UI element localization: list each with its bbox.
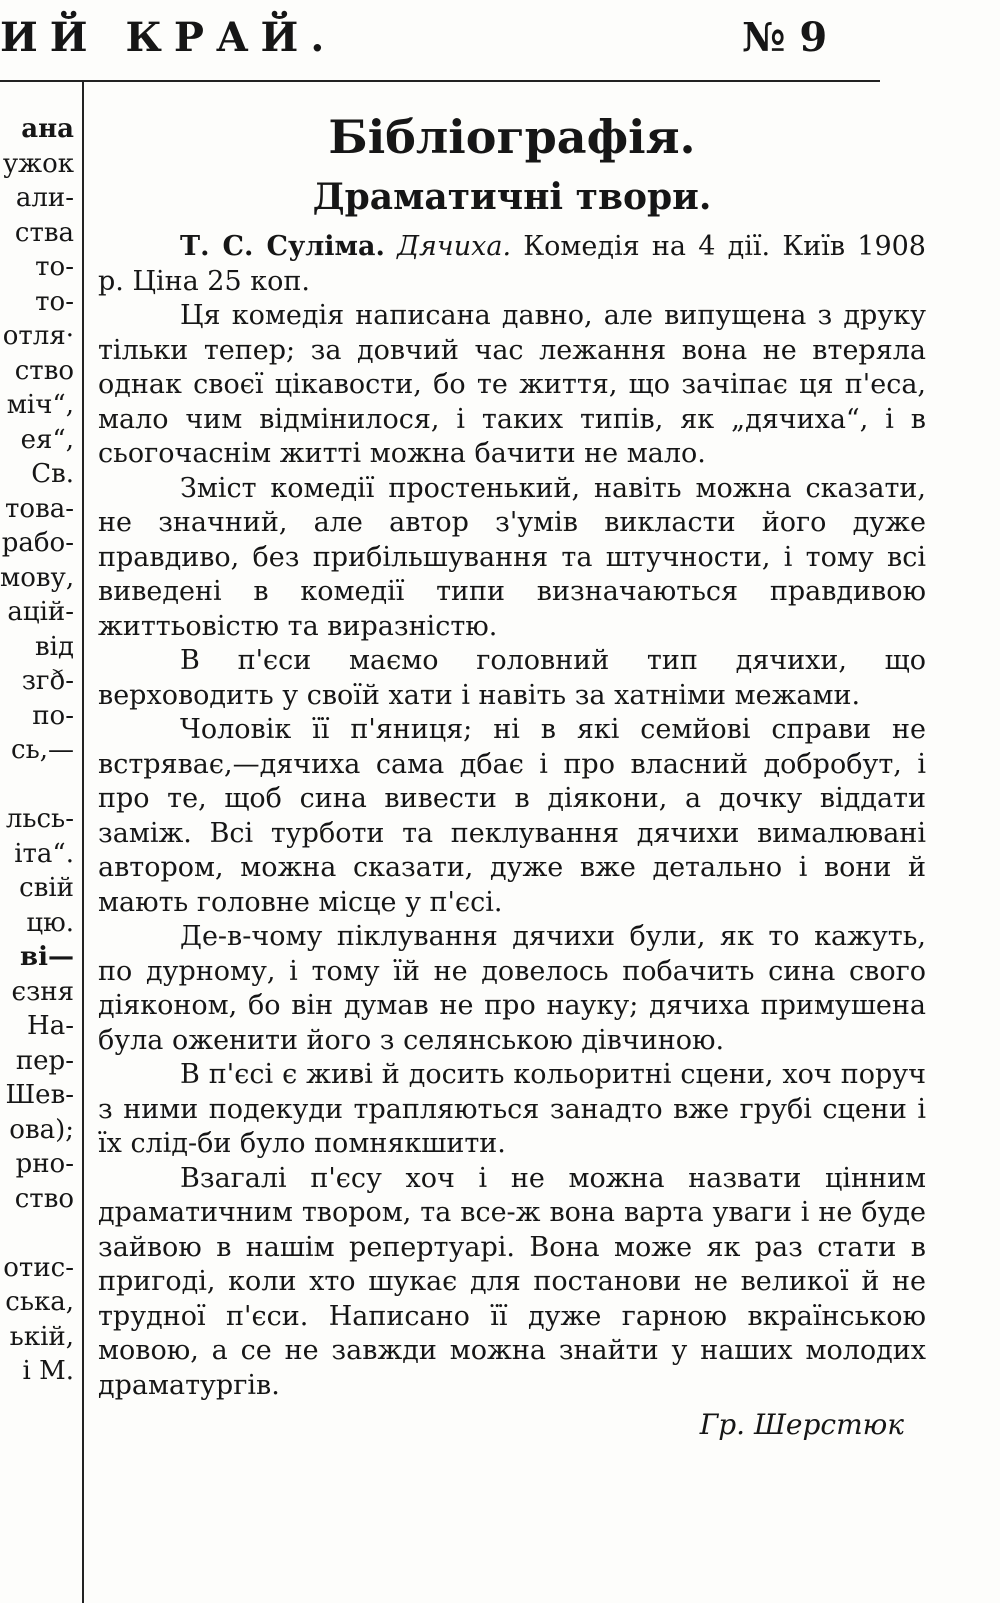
left-column-line: ська, bbox=[5, 1287, 74, 1317]
left-column-line: ство bbox=[14, 355, 74, 386]
left-column-line: іта“. bbox=[14, 838, 74, 869]
paragraph-text: В п'єси маємо головний тип дячихи, що верховодить у своїй хати і навіть за хатніми межами. bbox=[98, 645, 926, 711]
newspaper-title: ИЙ КРАЙ. bbox=[0, 14, 337, 61]
left-column-line: то- bbox=[35, 252, 74, 282]
left-column-line: ацій- bbox=[7, 597, 74, 627]
left-column-line: ея“, bbox=[20, 424, 74, 455]
left-column-line: ві— bbox=[20, 942, 74, 972]
left-column-line: али- bbox=[15, 183, 74, 213]
paragraph-4 bbox=[98, 713, 926, 920]
signature: Гр. Шерстюк bbox=[699, 1408, 904, 1441]
left-column-line: На- bbox=[27, 1011, 74, 1041]
left-column-line: ана bbox=[21, 114, 74, 144]
paragraph-1 bbox=[98, 299, 926, 472]
paragraph-text: Зміст комедії простенький, навіть можна сказати, не значний, але автор з'умів викласти його дуже правдиво, без прибільшування та штучности, і тому всі виведені в комедії типи визначаються правдивою життьовістю та вирaзністю. bbox=[98, 472, 926, 642]
left-column-line bbox=[0, 1216, 78, 1251]
column-divider bbox=[82, 82, 84, 1603]
left-column-line: пер- bbox=[15, 1045, 74, 1076]
paragraph-2 bbox=[98, 472, 926, 645]
left-column-line: ства bbox=[14, 217, 74, 248]
article-subtitle: Драматичні твори. bbox=[312, 176, 712, 218]
citation-details: Комедія на 4 дії. Київ 1908 р. Ціна 25 коп. bbox=[98, 231, 926, 297]
left-column-line: єзня bbox=[11, 976, 74, 1007]
left-column-line: свій bbox=[19, 873, 74, 903]
article bbox=[98, 108, 926, 1445]
paragraph-7 bbox=[98, 1162, 926, 1404]
left-column-line: отис- bbox=[3, 1252, 74, 1283]
left-column-fragment bbox=[0, 112, 78, 1602]
left-column-line: то- bbox=[35, 286, 74, 317]
left-column-line: ькій, bbox=[9, 1321, 74, 1352]
paragraph-text: Чоловік її п'яниця; ні в які семйові справи не встряває,—дячиха сама дбає і про власний добробут, і про те, щоб сина вивести в діякони, а дочку віддати заміж. Всі турботи та пеклування дячихи вималювані автором, можна сказати, дуже вже детально і вони й мають головне місце у п'єсі. bbox=[98, 714, 926, 918]
left-column-line: ужок bbox=[2, 148, 74, 179]
left-column-line bbox=[0, 768, 78, 803]
paragraph-6 bbox=[98, 1058, 926, 1162]
left-column-line: по- bbox=[32, 700, 74, 731]
left-column-line: цю. bbox=[26, 907, 74, 938]
left-column-line: Св. bbox=[31, 459, 74, 489]
paragraph-text: В п'єсі є живі й досить кольоритні сцени, хоч поруч з ними подекуди трапляються занадто вже грубі сцени і їх слід-би було помнякшити. bbox=[98, 1059, 926, 1159]
left-column-line: това- bbox=[5, 493, 74, 524]
paragraph-3 bbox=[98, 644, 926, 713]
left-column-line: мову, bbox=[0, 562, 75, 593]
paragraph-5 bbox=[98, 920, 926, 1058]
left-column-line: від bbox=[35, 631, 74, 662]
paragraph-text: Де-в-чому піклування дячихи були, як то кажуть, по дурному, і тому їй не довелось побачить сина свого діяконом, бо він думав не про науку; дячиха примушена була оженити його з селянською дівчиною. bbox=[98, 921, 926, 1056]
citation bbox=[98, 230, 926, 299]
left-column-line: рабо- bbox=[1, 528, 74, 558]
left-column-line: рно- bbox=[15, 1149, 74, 1179]
left-column-line: міч“, bbox=[6, 390, 74, 420]
citation-author: Т. С. Суліма. bbox=[180, 231, 385, 262]
left-column-line: отля· bbox=[2, 321, 74, 351]
paragraph-text: Ця комедія написана давно, але випущена з друку тільки тепер; за довчий час лежання вона не втеряла однак своєї цікавости, бо те життя, що зачіпає ця п'еса, мало чим відмінилося, і таких типів, як „дячиха“, і в сьогочаснім житті можна бачити не мало. bbox=[98, 300, 926, 469]
page-header bbox=[0, 0, 880, 82]
citation-title: Дячиха. bbox=[397, 231, 512, 262]
left-column-line: Шев- bbox=[5, 1080, 74, 1110]
paragraph-text: Взагалі п'єсу хоч і не можна назвати цінним драматичним твором, та все-ж вона варта уваги і не буде зайвою в нашім репертуарі. Вона може як раз стати в пригоді, коли хто шукає для постанови не великої й не трудної п'єси. Написано її дуже гарною вкраїнською мовою, а се не завжди можна знайти у наших молодих драматургів. bbox=[98, 1162, 926, 1401]
left-column-line: сь,— bbox=[11, 735, 74, 765]
left-column-line: і М. bbox=[22, 1356, 74, 1386]
article-title: Бібліографія. bbox=[328, 110, 696, 164]
left-column-line: згð- bbox=[21, 666, 74, 696]
left-column-line: ство bbox=[14, 1183, 74, 1214]
left-column-line: ова); bbox=[9, 1114, 74, 1145]
left-column-line: льсь- bbox=[5, 804, 74, 834]
issue-number: № 9 bbox=[742, 14, 828, 61]
